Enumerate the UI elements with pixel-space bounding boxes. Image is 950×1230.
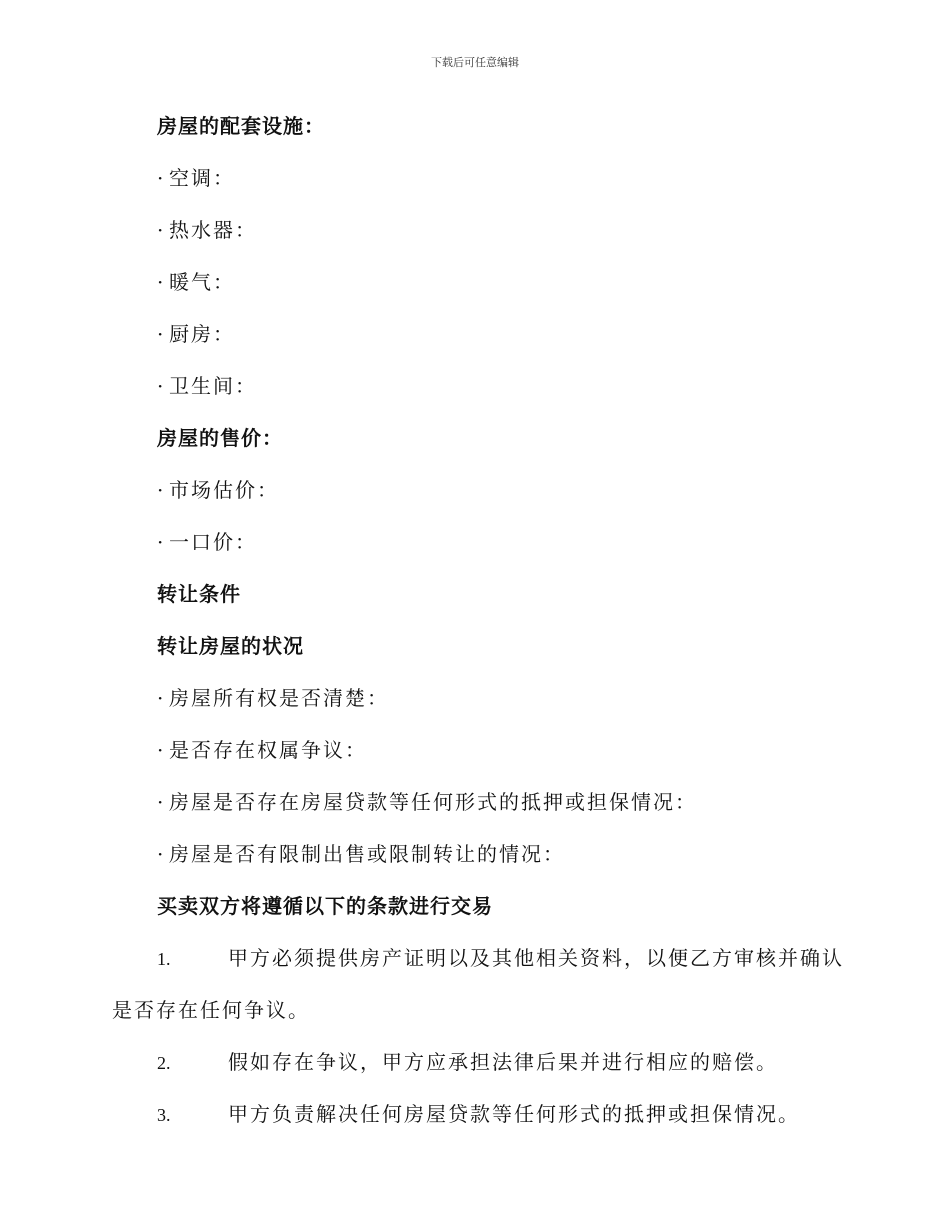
list-item-label: 空调： [169, 166, 235, 190]
list-item-label: 是否存在权属争议： [169, 738, 367, 762]
section-heading-conditions: 转让条件 [157, 582, 241, 606]
bullet-icon: · [157, 790, 166, 814]
section-heading-terms: 买卖双方将遵循以下的条款进行交易 [157, 894, 493, 918]
list-item-label: 卫生间： [169, 374, 257, 398]
list-item-label: 市场估价： [169, 478, 279, 502]
clause-item [0, 940, 950, 992]
list-item [0, 264, 950, 316]
list-item-label: 房屋是否存在房屋贷款等任何形式的抵押或担保情况： [169, 790, 697, 814]
list-item [0, 836, 950, 888]
list-item [0, 368, 950, 420]
bullet-icon: · [157, 530, 166, 554]
bullet-icon: · [157, 270, 166, 294]
bullet-icon: · [157, 374, 166, 398]
clause-number: 3. [157, 1105, 171, 1125]
clause-text: 甲方负责解决任何房屋贷款等任何形式的抵押或担保情况。 [228, 1102, 800, 1126]
section-heading-price: 房屋的售价： [157, 426, 283, 450]
bullet-icon: · [157, 842, 166, 866]
section-heading-facilities: 房屋的配套设施： [157, 114, 325, 138]
list-item [0, 784, 950, 836]
page-header-note: 下载后可任意编辑 [431, 56, 519, 69]
clause-continuation: 是否存在任何争议。 [112, 998, 310, 1022]
bullet-icon: · [157, 478, 166, 502]
list-item [0, 524, 950, 576]
list-item [0, 680, 950, 732]
list-item [0, 472, 950, 524]
list-item-label: 一口价： [169, 530, 257, 554]
bullet-icon: · [157, 738, 166, 762]
list-item-label: 厨房： [169, 322, 235, 346]
bullet-icon: · [157, 166, 166, 190]
list-item-label: 热水器： [169, 218, 257, 242]
list-item-label: 暖气： [169, 270, 235, 294]
bullet-icon: · [157, 218, 166, 242]
bullet-icon: · [157, 322, 166, 346]
clause-text: 甲方必须提供房产证明以及其他相关资料，以便乙方审核并确认 [228, 946, 844, 970]
clause-text: 假如存在争议，甲方应承担法律后果并进行相应的赔偿。 [228, 1050, 778, 1074]
list-item [0, 212, 950, 264]
clause-item [0, 1096, 950, 1148]
list-item [0, 732, 950, 784]
list-item [0, 316, 950, 368]
document-body [0, 108, 950, 1148]
clause-number: 1. [157, 949, 171, 969]
list-item [0, 160, 950, 212]
clause-number: 2. [157, 1053, 171, 1073]
list-item-label: 房屋所有权是否清楚： [169, 686, 389, 710]
bullet-icon: · [157, 686, 166, 710]
list-item-label: 房屋是否有限制出售或限制转让的情况： [169, 842, 565, 866]
clause-item [0, 1044, 950, 1096]
section-heading-status: 转让房屋的状况 [157, 634, 304, 658]
